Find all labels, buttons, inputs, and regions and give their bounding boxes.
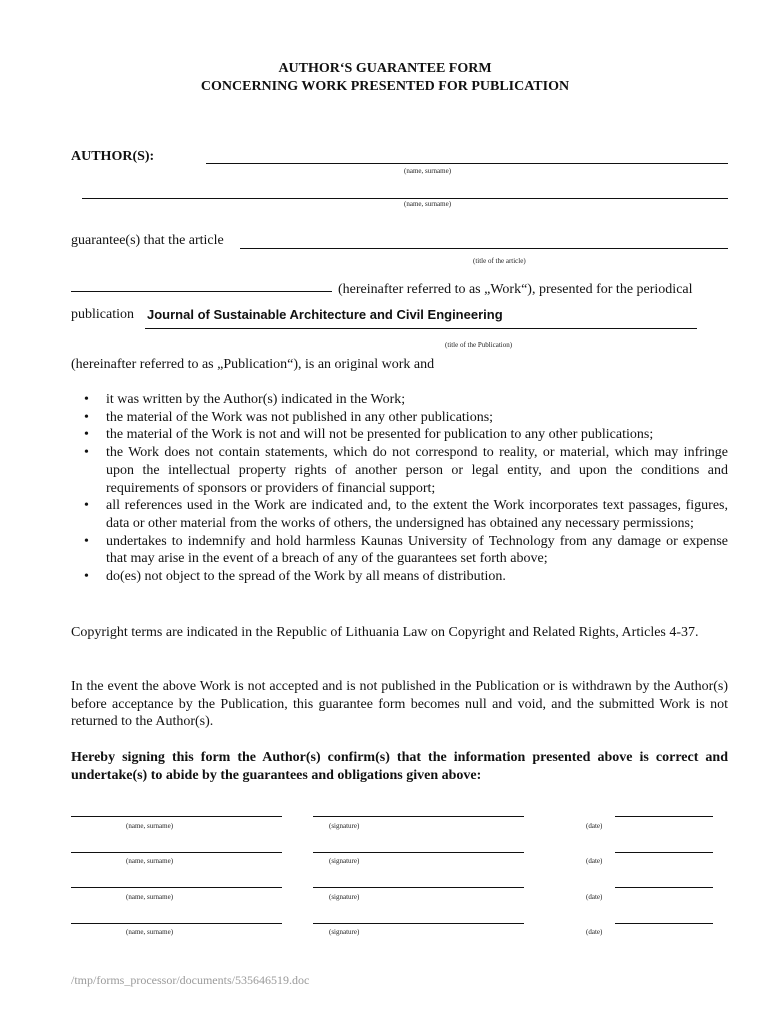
signer-name-hint: (name, surname): [126, 822, 174, 830]
guarantees-list: [80, 391, 728, 586]
signature-hint: (signature): [329, 893, 360, 901]
signature-field[interactable]: [313, 852, 524, 853]
date-field[interactable]: [615, 923, 713, 924]
form-title-line1: AUTHOR‘S GUARANTEE FORM: [278, 61, 492, 76]
date-hint: (date): [586, 857, 603, 865]
author-name-field-2[interactable]: [82, 198, 728, 199]
withdrawal-paragraph: In the event the above Work is not accepted and is not published in the Publication or is withdrawn by the Author(s) before acceptance by the Publication, this guarantee form becomes null and void, and the submitted Work is not returned to the Author(s).: [71, 679, 728, 730]
author-hint-1: (name, surname): [404, 167, 452, 175]
signature-field[interactable]: [313, 923, 524, 924]
guarantee-item: • the material of the Work was not published in any other publications;: [80, 409, 728, 427]
article-lead-text: guarantee(s) that the article: [71, 233, 224, 248]
signer-name-field[interactable]: [71, 923, 282, 924]
guarantee-item: • all references used in the Work are indicated and, to the extent the Work incorporates text passages, figures, data or other material from the works of others, the undersigned has obtained any necessary permissions;: [80, 497, 728, 532]
date-field[interactable]: [615, 887, 713, 888]
document-path-footer: /tmp/forms_processor/documents/535646519.doc: [71, 973, 310, 987]
signature-hint: (signature): [329, 822, 360, 830]
signer-name-field[interactable]: [71, 852, 282, 853]
signer-name-field[interactable]: [71, 816, 282, 817]
signature-hint: (signature): [329, 928, 360, 936]
signature-field[interactable]: [313, 887, 524, 888]
publication-definition-text: (hereinafter referred to as „Publication“), is an original work and: [71, 357, 435, 372]
publication-title-value[interactable]: Journal of Sustainable Architecture and Civil Engineering: [147, 307, 503, 322]
signer-name-hint: (name, surname): [126, 928, 174, 936]
author-name-field-1[interactable]: [206, 163, 728, 164]
signer-name-hint: (name, surname): [126, 893, 174, 901]
author-hint-2: (name, surname): [404, 200, 452, 208]
publication-title-field: [145, 328, 697, 329]
publication-title-hint: (title of the Publication): [445, 341, 513, 349]
date-hint: (date): [586, 822, 603, 830]
article-title-field-continued[interactable]: [71, 291, 332, 292]
guarantee-item: • the material of the Work is not and will not be presented for publication to any other publications;: [80, 426, 728, 444]
date-field[interactable]: [615, 816, 713, 817]
signer-name-field[interactable]: [71, 887, 282, 888]
signer-name-hint: (name, surname): [126, 857, 174, 865]
guarantee-item: • undertakes to indemnify and hold harmless Kaunas University of Technology from any damage or expense that may arise in the event of a breach of any of the guarantees set forth above;: [80, 533, 728, 568]
guarantee-item: • it was written by the Author(s) indicated in the Work;: [80, 391, 728, 409]
date-field[interactable]: [615, 852, 713, 853]
signature-field[interactable]: [313, 816, 524, 817]
article-title-field[interactable]: [240, 248, 728, 249]
guarantee-item: • the Work does not contain statements, which do not correspond to reality, or material, which may infringe upon the intellectual property rights of another person or legal entity, and upon the conditions and requirements of sponsors or providers of financial support;: [80, 444, 728, 497]
date-hint: (date): [586, 928, 603, 936]
article-title-hint: (title of the article): [473, 257, 526, 265]
confirmation-paragraph: Hereby signing this form the Author(s) confirm(s) that the information presented above is correct and undertake(s) to abide by the guarantees and obligations given above:: [71, 750, 728, 783]
work-definition-text: (hereinafter referred to as „Work“), presented for the periodical: [338, 282, 693, 297]
date-hint: (date): [586, 893, 603, 901]
guarantee-item: • do(es) not object to the spread of the Work by all means of distribution.: [80, 568, 728, 586]
form-title-line2: CONCERNING WORK PRESENTED FOR PUBLICATION: [200, 79, 570, 94]
authors-label: AUTHOR(S):: [71, 149, 155, 164]
copyright-paragraph: Copyright terms are indicated in the Republic of Lithuania Law on Copyright and Related Rights, Articles 4-37.: [71, 625, 699, 640]
publication-lead-text: publication: [71, 307, 134, 322]
signature-hint: (signature): [329, 857, 360, 865]
